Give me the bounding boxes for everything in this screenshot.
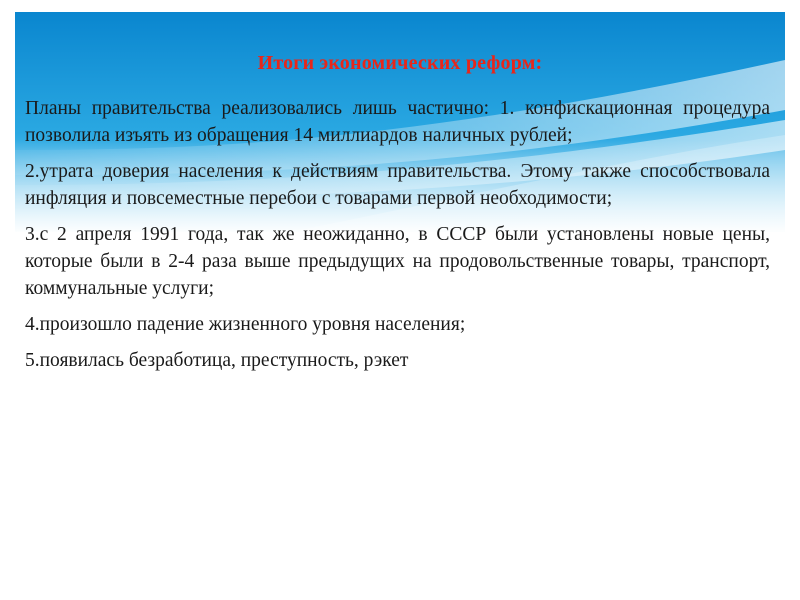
paragraph-5: 5.появилась безработица, преступность, рэкет (25, 350, 409, 371)
slide-title: Итоги экономических реформ: (257, 52, 543, 74)
paragraph-4: 4.произошло падение жизненного уровня населения; (25, 314, 466, 335)
paragraph-2: 2.утрата доверия населения к действиям правительства. Этому также способствовала инфляция и повсеместные перебои с товарами первой необходимости; (25, 161, 770, 209)
paragraph-3: 3.с 2 апреля 1991 года, так же неожиданно, в СССР были установлены новые цены, которые были в 2-4 раза выше предыдущих на продовольственные товары, транспорт, коммунальные услуги; (25, 224, 770, 299)
paragraph-1: Планы правительства реализовались лишь частично: 1. конфискационная процедура позволила изъять из обращения 14 миллиардов наличных рублей; (25, 98, 770, 146)
slide-body (25, 95, 770, 383)
